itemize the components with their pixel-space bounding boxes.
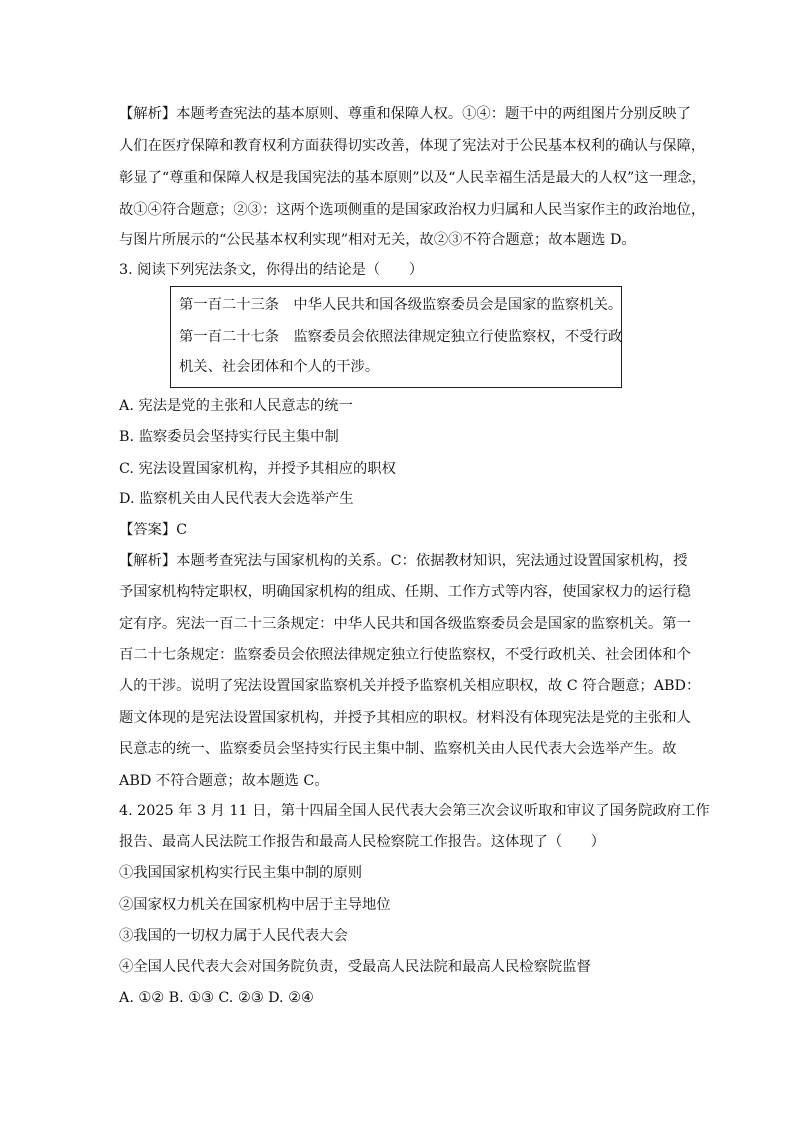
quote-line: 机关、社会团体和个人的干涉。: [179, 359, 380, 375]
analysis-line: 【解析】本题考查宪法的基本原则、尊重和保障人权。①④：题干中的两组图片分别反映了: [119, 106, 691, 122]
quote-line: 第一百二十七条 监察委员会依照法律规定独立行使监察权，不受行政: [179, 329, 623, 345]
analysis-line: 予国家机构特定职权，明确国家机构的组成、任期、工作方式等内容，使国家权力的运行稳: [119, 584, 691, 600]
analysis-line: ABD 不符合题意；故本题选 C。: [119, 773, 329, 789]
analysis-line: 人们在医疗保障和教育权利方面获得切实改善，体现了宪法对于公民基本权利的确认与保障，: [119, 138, 706, 154]
analysis-line: 定有序。宪法一百二十三条规定：中华人民共和国各级监察委员会是国家的监察机关。第一: [119, 616, 691, 632]
analysis-line: 【解析】本题考查宪法与国家机构的关系。C：依据教材知识，宪法通过设置国家机构，授: [119, 553, 688, 569]
statement-4: ④全国人民代表大会对国务院负责，受最高人民法院和最高人民检察院监督: [119, 959, 591, 975]
answer-q3: 【答案】C: [119, 522, 188, 538]
question-4-stem-line: 4. 2025 年 3 月 11 日，第十四届全国人民代表大会第三次会议听取和审议了国务院政府工作: [119, 803, 710, 819]
constitution-quote-box: [170, 286, 622, 388]
analysis-line: 民意志的统一、监察委员会坚持实行民主集中制、监察机关由人民代表大会选举产生。故: [119, 741, 677, 757]
analysis-line: 与图片所展示的“公民基本权利实现”相对无关，故②③不符合题意；故本题选 D。: [119, 232, 636, 248]
question-4-options: A. ①② B. ①③ C. ②③ D. ②④: [119, 990, 314, 1006]
question-4-stem-line: 报告、最高人民法院工作报告和最高人民检察院工作报告。这体现了（ ）: [119, 834, 606, 850]
analysis-line: 人的干涉。说明了宪法设置国家监察机关并授予监察机关相应职权，故 C 符合题意；ABD：: [119, 678, 701, 694]
option-a: A. 宪法是党的主张和人民意志的统一: [119, 398, 353, 414]
statement-3: ③我国的一切权力属于人民代表大会: [119, 928, 348, 944]
option-b: B. 监察委员会坚持实行民主集中制: [119, 429, 339, 445]
statement-1: ①我国国家机构实行民主集中制的原则: [119, 865, 363, 881]
option-c: C. 宪法设置国家机构，并授予其相应的职权: [119, 461, 396, 477]
option-d: D. 监察机关由人民代表大会选举产生: [119, 491, 354, 507]
question-3-stem: 3. 阅读下列宪法条文，你得出的结论是（ ）: [119, 262, 424, 278]
analysis-line: 题文体现的是宪法设置国家机构，并授予其相应的职权。材料没有体现宪法是党的主张和人: [119, 710, 691, 726]
analysis-line: 百二十七条规定：监察委员会依照法律规定独立行使监察权，不受行政机关、社会团体和个: [119, 647, 691, 663]
quote-line: 第一百二十三条 中华人民共和国各级监察委员会是国家的监察机关。: [179, 297, 623, 313]
analysis-line: 彰显了“尊重和保障人权是我国宪法的基本原则”以及“人民幸福生活是最大的人权”这一理念，: [119, 170, 706, 186]
analysis-line: 故①④符合题意；②③：这两个选项侧重的是国家政治权力归属和人民当家作主的政治地位，: [119, 202, 706, 218]
statement-2: ②国家权力机关在国家机构中居于主导地位: [119, 897, 391, 913]
